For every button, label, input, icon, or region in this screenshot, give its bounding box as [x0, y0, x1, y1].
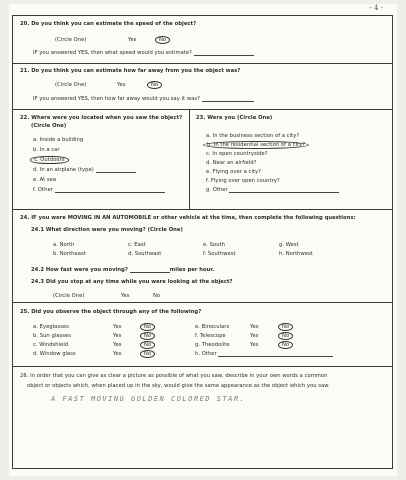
q20-circle-one: (Circle One) [55, 37, 87, 43]
q25-d-no[interactable] [143, 352, 155, 357]
q25-c-no-circled: No [140, 341, 155, 349]
q26-line2: object or objects which, when placed up in the sky, would give the same appearance as the object which you saw. [27, 383, 330, 389]
q25-b-label: b. Sun glasses [33, 333, 72, 339]
q25-h-line[interactable] [218, 356, 333, 357]
q22-option-f[interactable] [33, 188, 165, 193]
q22-option-f-line[interactable] [55, 192, 165, 193]
q22-option-f-text: f. Other [33, 187, 53, 193]
q20-no-circled: No [155, 36, 170, 44]
q24-1-question: 24.1 What direction were you moving? (Circle One) [31, 227, 183, 233]
q25-a-no-circled: No [140, 323, 155, 331]
q21-circle-one: (Circle One) [55, 82, 87, 88]
q24-2-speed-line[interactable] [130, 272, 170, 273]
q23-option-e[interactable]: e. Flying over a city? [206, 169, 261, 175]
q22-option-d[interactable] [33, 168, 136, 173]
q25-f-yes[interactable]: Yes [250, 333, 259, 339]
q25-b-yes[interactable]: Yes [113, 333, 122, 339]
q22-circle-one: (Circle One) [31, 123, 67, 129]
direction-northeast[interactable]: b. Northeast [53, 251, 86, 257]
page-number: - 4 - [369, 4, 383, 12]
q21-question: 21. Do you think you can estimate how far away from you the object was? [20, 68, 241, 74]
q23-option-c[interactable]: c. In open countryside? [206, 151, 268, 157]
q24-3-yes[interactable]: Yes [121, 293, 130, 299]
q25-g-yes[interactable]: Yes [250, 342, 259, 348]
q25-h-text: h. Other [195, 351, 217, 357]
q20-followup [33, 51, 254, 56]
q25-c-label: c. Windshield [33, 342, 69, 348]
q22-option-b[interactable]: b. In a car [33, 147, 60, 153]
q25-d-label: d. Window glass [33, 351, 76, 357]
q25-a-label: a. Eyeglasses [33, 324, 69, 330]
q24-2-question [31, 268, 214, 273]
q21-answer-line[interactable] [202, 101, 254, 102]
q25-d-yes[interactable]: Yes [113, 351, 122, 357]
q23-question: 23. Were you (Circle One) [196, 115, 273, 121]
q21-followup-text: IF you answered YES, then how far away would you say it was? [33, 96, 200, 102]
q23-option-d[interactable]: d. Near an airfield? [206, 160, 257, 166]
q23-option-g-line[interactable] [229, 192, 339, 193]
q25-h-label [195, 352, 333, 357]
q21-yes[interactable]: Yes [117, 82, 126, 88]
q25-e-no-circled: No [278, 323, 293, 331]
direction-southwest[interactable]: f. Southwest [203, 251, 236, 257]
direction-north[interactable]: a. North [53, 242, 75, 248]
q22-question: 22. Where were you located when you saw the object? [20, 115, 183, 121]
direction-south[interactable]: e. South [203, 242, 225, 248]
q23-option-b-circled: b. In the residential section of a city? [203, 141, 309, 149]
q23-option-f[interactable]: f. Flying over open country? [206, 178, 280, 184]
q21-followup [33, 97, 254, 102]
q26-line1: 26. In order that you can give as clear a picture as possible of what you saw, describe in your own words a common [20, 373, 328, 379]
q25-e-no[interactable] [281, 325, 293, 330]
q22-option-d-line[interactable] [96, 172, 136, 173]
q25-b-no-circled: No [140, 332, 155, 340]
q22-option-e[interactable]: e. At sea [33, 177, 57, 183]
q25-f-no[interactable] [281, 334, 293, 339]
q22-option-d-text: d. In an airplane (type) [33, 167, 94, 173]
q22-option-c-circled: c. Outdoors [30, 156, 69, 164]
direction-northwest[interactable]: h. Northwest [279, 251, 313, 257]
q26-handwritten-answer[interactable]: A FAST MOVING GOLDEN COLORED STAR. [51, 395, 246, 403]
q26-section [13, 366, 392, 403]
q25-a-no[interactable] [143, 325, 155, 330]
q25-e-label: e. Binoculars [195, 324, 230, 330]
q24-3-no[interactable]: No [153, 293, 161, 299]
q20-followup-text: IF you answered YES, then what speed would you estimate? [33, 50, 192, 56]
q24-2-unit: miles per hour. [169, 267, 215, 273]
q25-d-no-circled: No [140, 350, 155, 358]
q25-c-yes[interactable]: Yes [113, 342, 122, 348]
q21-no-circled: No [147, 81, 162, 89]
q25-a-yes[interactable]: Yes [113, 324, 122, 330]
q20-answer-line[interactable] [194, 55, 254, 56]
direction-west[interactable]: g. West [279, 242, 299, 248]
form-page [9, 4, 397, 476]
q20-no[interactable] [158, 38, 170, 43]
direction-east[interactable]: c. East [128, 242, 146, 248]
questionnaire-form [12, 15, 393, 469]
q22-option-a[interactable]: a. Inside a building [33, 137, 84, 143]
q20-yes[interactable]: Yes [128, 37, 137, 43]
column-divider [189, 110, 190, 210]
q24-section [13, 209, 392, 299]
q24-3-question: 24.3 Did you stop at any time while you were looking at the object? [31, 279, 233, 285]
q25-g-label: g. Theodolite [195, 342, 230, 348]
q25-f-no-circled: No [278, 332, 293, 340]
q25-c-no[interactable] [143, 343, 155, 348]
q25-e-yes[interactable]: Yes [250, 324, 259, 330]
q22-option-c[interactable] [33, 158, 69, 163]
q25-question: 25. Did you observe the object through any of the following? [20, 309, 202, 315]
q21-section [13, 63, 392, 102]
q21-no[interactable] [150, 83, 162, 88]
q25-f-label: f. Telescope [195, 333, 226, 339]
direction-southeast[interactable]: d. Southeast [128, 251, 162, 257]
q20-question: 20. Do you think you can estimate the speed of the object? [20, 21, 197, 27]
q23-option-g-text: g. Other [206, 187, 228, 193]
q24-3-circle-one: (Circle One) [53, 293, 85, 299]
q23-option-b[interactable] [206, 143, 309, 148]
q25-b-no[interactable] [143, 334, 155, 339]
q24-intro: 24. IF you were MOVING IN AN AUTOMOBILE or other vehicle at the time, then complete the following questions: [20, 215, 356, 221]
q25-g-no[interactable] [281, 343, 293, 348]
q23-option-g[interactable] [206, 188, 339, 193]
q25-section [13, 302, 392, 357]
q23-option-a[interactable]: a. In the business section of a city? [206, 133, 300, 139]
q24-2-text: 24.2 How fast were you moving? [31, 267, 128, 273]
q22-q23-section [13, 109, 392, 209]
q25-g-no-circled: No [278, 341, 293, 349]
